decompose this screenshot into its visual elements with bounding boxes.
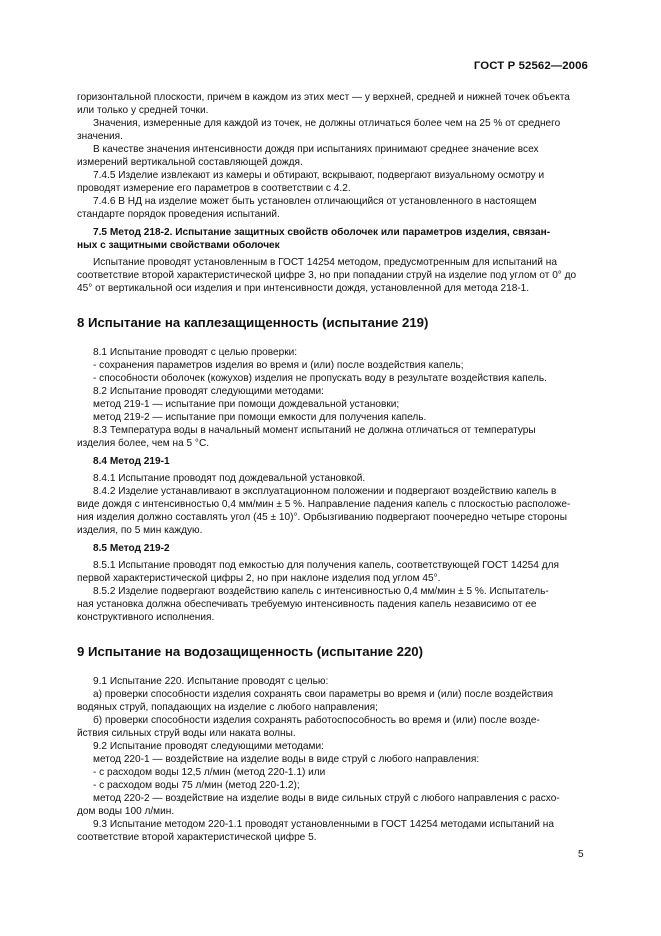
text-line: 9.3 Испытание методом 220-1.1 проводят установленными в ГОСТ 14254 методами испытаний на [93, 819, 554, 830]
page-content [77, 91, 584, 844]
text-line: или только у средней точки. [77, 105, 209, 116]
text-line: метод 220-2 — воздействие на изделие воды в виде сильных струй с любого направления с расхо- [93, 793, 560, 804]
text-line: измерений вертикальной составляющей дождя. [77, 157, 303, 168]
text-line: - с расходом воды 75 л/мин (метод 220-1.2); [93, 780, 300, 791]
text-line: водяных струй, попадающих на изделие с любого направления; [77, 702, 378, 713]
section-heading-7-5-cont: ных с защитными свойствами оболочек [77, 240, 280, 251]
section-heading-8-4: 8.4 Метод 219-1 [93, 456, 170, 467]
text-line: - способности оболочек (кожухов) изделия не пропускать воду в результате воздействия капель. [93, 373, 547, 384]
text-line: значения. [77, 131, 123, 142]
text-line: метод 220-1 — воздействие на изделие воды в виде струй с любого направления: [93, 754, 480, 765]
text-line: изделия более, чем на 5 °С. [77, 438, 210, 449]
text-line: проводят измерение его параметров в соответствии с 4.2. [77, 183, 351, 194]
text-line: 8.3 Температура воды в начальный момент испытаний не должна отличаться от температуры [93, 425, 536, 436]
text-line: б) проверки способности изделия сохранять работоспособность во время и (или) после возде- [93, 715, 540, 726]
text-line: 9.2 Испытание проводят следующими методами: [93, 741, 324, 752]
text-line: изделия, по 5 мин каждую. [77, 525, 203, 536]
text-line: 8.1 Испытание проводят с целью проверки: [93, 347, 298, 358]
page-number: 5 [578, 849, 584, 860]
text-line: 8.4.2 Изделие устанавливают в эксплуатационном положении и подвергают воздействию капель в [93, 486, 557, 497]
text-line: соответствие второй характеристической цифре 3, но при попадании струй на изделие под углом от 0° до [77, 270, 577, 281]
text-line: 45° от вертикальной оси изделия и при интенсивности дождя, установленной для метода 218-1. [77, 283, 530, 294]
text-line: горизонтальной плоскости, причем в каждом из этих мест — у верхней, средней и нижней точек объекта [77, 92, 570, 103]
text-line: 7.4.5 Изделие извлекают из камеры и обтирают, вскрывают, подвергают визуальному осмотру и [93, 170, 545, 181]
section-heading-9: 9 Испытание на водозащищенность (испытание 220) [77, 644, 424, 659]
text-line: В качестве значения интенсивности дождя при испытаниях принимают среднее значение всех [93, 144, 539, 155]
text-line: соответствие второй характеристической цифре 5. [77, 832, 317, 843]
text-line: 8.4.1 Испытание проводят под дождевальной установкой. [93, 473, 366, 484]
text-line: 8.5.1 Испытание проводят под емкостью для получения капель, соответствующей ГОСТ 14254 для [93, 560, 559, 571]
text-line: ния изделия должно составлять угол (45 ± 10)°. Орбызгиванию подвергают поочередно четыре стороны [77, 512, 567, 523]
doc-header: ГОСТ Р 52562—2006 [473, 60, 588, 72]
text-line: конструктивного исполнения. [77, 612, 215, 623]
section-heading-7-5: 7.5 Метод 218-2. Испытание защитных свойств оболочек или параметров изделия, связан- [93, 227, 551, 238]
section-heading-8: 8 Испытание на каплезащищенность (испытание 219) [77, 315, 429, 330]
section-heading-8-5: 8.5 Метод 219-2 [93, 543, 170, 554]
text-line: йствия сильных струй воды или наката волны. [77, 728, 296, 739]
text-line: 9.1 Испытание 220. Испытание проводят с целью: [93, 676, 329, 687]
text-line: 7.4.6 В НД на изделие может быть установлен отличающийся от установленного в настоящем [93, 196, 537, 207]
text-line: метод 219-2 — испытание при помощи емкости для получения капель. [93, 412, 427, 423]
text-line: метод 219-1 — испытание при помощи дождевальной установки; [93, 399, 400, 410]
text-line: ная установка должна обеспечивать требуемую интенсивность падения капель независимо от ее [77, 599, 537, 610]
text-line: Испытание проводят установленным в ГОСТ 14254 методом, предусмотренным для испытаний на [93, 257, 557, 268]
text-line: - с расходом воды 12,5 л/мин (метод 220-1.1) или [93, 767, 326, 778]
text-line: а) проверки способности изделия сохранять свои параметры во время и (или) после воздействия [93, 689, 554, 700]
text-line: 8.5.2 Изделие подвергают воздействию капель с интенсивностью 0,4 мм/мин ± 5 %. Испытатель- [93, 586, 549, 597]
text-line: стандарте порядок проведения испытаний. [77, 209, 280, 220]
text-line: дом воды 100 л/мин. [77, 806, 175, 817]
text-line: первой характеристической цифры 2, но при наклоне изделия под углом 45°. [77, 573, 441, 584]
text-line: 8.2 Испытание проводят следующими методами: [93, 386, 324, 397]
text-line: Значения, измеренные для каждой из точек, не должны отличаться более чем на 25 % от среднего [93, 118, 561, 129]
text-line: - сохранения параметров изделия во время и (или) после воздействия капель; [93, 360, 464, 371]
text-line: виде дождя с интенсивностью 0,4 мм/мин ± 5 %. Направление падения капель с плоскостью расположе- [77, 499, 571, 510]
